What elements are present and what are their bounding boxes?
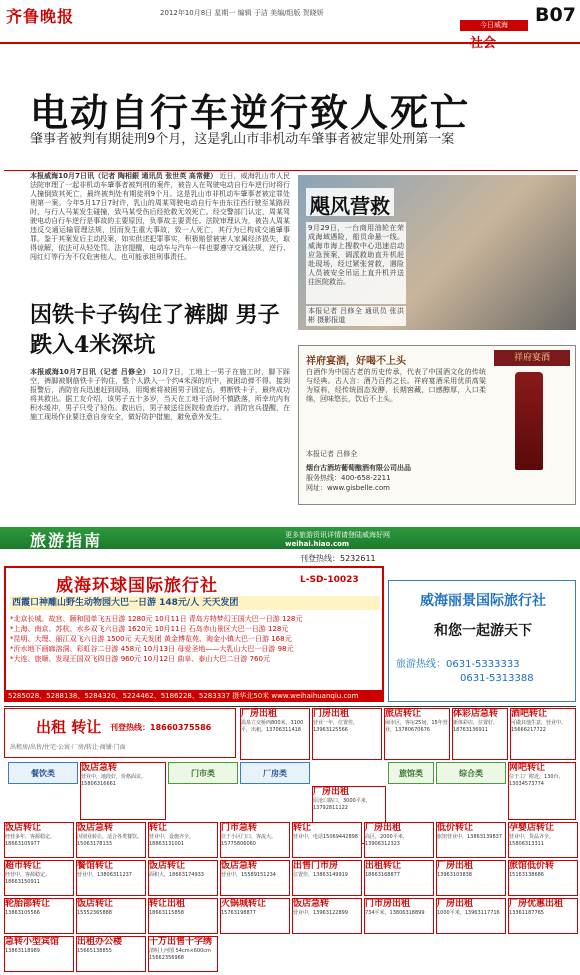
listing-body: 旅馆营业中，13863139837 — [437, 834, 502, 840]
listing-body: 位置佳，13863149919 — [293, 872, 348, 878]
listing-body: 因别业转让，适合各类餐饮。15063178133 — [77, 834, 143, 847]
listing-title: 门房出租 — [313, 709, 350, 719]
tour-row: *昆明、大理、丽江双飞六日游 1500元 天天发团 黄金博览苑、淘金小镇大巴一日游 168元 — [10, 635, 292, 643]
classified-listing — [384, 708, 450, 760]
listing-title: 饭店转让 — [77, 899, 114, 909]
lijing-hotline-2: 0631-5313388 — [460, 673, 534, 684]
listing-body: 营业中，13963122899 — [293, 910, 348, 916]
listing-title: 低价转让 — [437, 823, 474, 833]
listing-title: 厂房出租 — [313, 787, 350, 797]
wine-bottle-image — [515, 372, 543, 470]
classified-listing — [292, 860, 362, 896]
global-travel-name: 威海环球国际旅行社 — [56, 576, 218, 596]
listing-body: 营业中，13806311237 — [77, 872, 132, 878]
category-storefront: 门市类 — [168, 762, 238, 784]
classified-listing — [508, 822, 578, 858]
banner-slogan: 更多旅游资讯详情请登陆威海好网 — [285, 531, 390, 539]
wine-ad-body: 白酒作为中国古老的历史传承，代表了中国酒文化的传统与经典。古人言：酒乃百药之长。祥府宴酒采用优质高粱为原料，经传统固态发酵，长期窖藏，口感醇厚，入口柔绵，回味悠长，饮后不上头。 — [306, 368, 486, 403]
section-tag: 今日威海 — [460, 20, 528, 31]
listing-title: 急转小型宾馆 — [5, 937, 60, 947]
second-article — [30, 368, 290, 508]
classified-listing — [4, 898, 74, 934]
classified-listing — [148, 822, 218, 858]
listing-title: 饭店急转 — [81, 763, 118, 773]
listing-body: 营业中，设施齐全。18863131001 — [149, 834, 195, 847]
listing-title: 厂房出租 — [365, 823, 402, 833]
listing-title: 十万出售十字绣 — [149, 937, 213, 947]
listing-title: 火锅城转让 — [221, 899, 267, 909]
global-travel-license: L-SD-10023 — [300, 575, 359, 585]
wine-ad-web: 网址：www.gisbelle.com — [306, 484, 390, 492]
rescue-caption: 9月29日，一台商用油轮在荣成海域遇险，船员命悬一线。威海市海上搜救中心迅速启动应急预案，调派救助直升机赶赴现场，经过紧张营救，遇险人员被安全吊运上直升机并送往医院救治。 — [306, 222, 406, 304]
rescue-credit: 本报记者 吕修全 通讯员 张洪彬 摄影报道 — [308, 307, 404, 324]
listing-body: 18663168877 — [365, 872, 400, 878]
listing-body: 15163138686 — [509, 872, 544, 878]
classified-listing — [76, 822, 146, 858]
listing-body: 营业一年，位置佳，13963125566 — [313, 720, 359, 733]
listing-body: 营业中，15589151234 — [221, 872, 276, 878]
listing-title: 厂房出租 — [437, 899, 474, 909]
classified-listing — [4, 822, 74, 858]
wine-ad-brand: 烟台古酒坊葡萄酿酒有限公司出品 — [306, 464, 411, 472]
classified-hotline: 刊登热线：18660375586 — [110, 723, 212, 732]
category-factory: 厂房类 — [240, 762, 310, 784]
listing-body: 734平米，13806318899 — [365, 910, 425, 916]
listing-title: 轮胎部转让 — [5, 899, 51, 909]
page-number: B07 — [535, 4, 576, 26]
listing-body: 15665138855 — [77, 948, 112, 954]
listing-title: 厂房出租 — [437, 861, 474, 871]
listing-body: 清明上河图 54cm×600cm 15662356968 — [149, 948, 211, 961]
global-travel-footer: 5285028、5288138、5284320、5224462、5186228、5283337 摄华北50米 www.weihaihuanqiu.com — [4, 690, 384, 702]
listing-title: 旅馆低价转 — [509, 861, 555, 871]
classified-listing — [436, 822, 506, 858]
listing-body: 13963103838 — [437, 872, 472, 878]
listing-body: 原沧口路口，3000平米，13792811122 — [313, 798, 371, 811]
listing-body: 可做其他生意，营业中。15666217722 — [511, 720, 567, 733]
listing-title: 饭店转让 — [149, 861, 186, 871]
listing-title: 门市急转 — [221, 823, 258, 833]
classified-listing — [148, 936, 218, 972]
listing-title: 转让出租 — [149, 899, 186, 909]
classified-listing — [4, 860, 74, 896]
classified-listing — [312, 708, 382, 760]
listing-title: 网吧转让 — [509, 763, 546, 773]
category-dining: 餐饮类 — [8, 762, 78, 784]
classified-title: 出租 转让 — [36, 718, 102, 736]
listing-body: 新体彩店，位置好，18763136911 — [453, 720, 499, 733]
listing-title: 超市转让 — [5, 861, 42, 871]
classified-listing — [364, 898, 434, 934]
listing-body: 15763198877 — [221, 910, 256, 916]
listing-title: 饭店急转 — [221, 861, 258, 871]
tour-row: *沂水地下画廊溶洞、彩虹谷二日游 458元 10月13日 母爱圣地——大乳山大巴一日游 98元 — [10, 645, 294, 653]
divider — [4, 170, 578, 171]
rescue-title: 飓风营救 — [310, 194, 390, 218]
lijing-slogan: 和您一起游天下 — [434, 623, 532, 639]
classified-listing — [452, 708, 508, 760]
classified-subtitle: 出租房/出售/住宅·公寓·厂房/转让·商铺·门面 — [10, 744, 126, 751]
listing-body: 位于工厂附近，130台，13034573774 — [509, 774, 564, 787]
classified-listing — [510, 708, 576, 760]
listing-title: 孕婴店转让 — [509, 823, 555, 833]
tour-row: *大连、旅顺、发现王国双飞四日游 960元 10月12日 曲阜、泰山大巴二日游 760元 — [10, 655, 270, 663]
global-travel-feature: 西霞口神雕山野生动物园大巴一日游 148元/人 天天发团 — [10, 596, 380, 610]
listing-body: 13361187765 — [509, 910, 544, 916]
classified-listing — [508, 898, 578, 934]
category-hotel: 旅馆类 — [388, 762, 434, 784]
lijing-hotline: 旅游热线：0631-5333333 — [396, 659, 520, 670]
listing-title: 出租办公楼 — [77, 937, 123, 947]
section-name: 社会 — [470, 36, 497, 51]
listing-body: 经营多年，客源稳定。18663105977 — [5, 834, 56, 847]
classified-listing — [508, 860, 578, 896]
newspaper-logo: 齐鲁晚报 — [6, 7, 75, 26]
listing-title: 餐馆转让 — [77, 861, 114, 871]
listing-title: 转让 — [293, 823, 312, 833]
lead-headline: 电动自行车逆行致人死亡 — [30, 90, 471, 135]
classified-listing — [220, 860, 290, 896]
classified-listing — [76, 898, 146, 934]
listing-body: 闹市区，客房25间，15年营业，13780670676 — [385, 720, 448, 733]
classified-listing — [436, 860, 506, 896]
classified-listing — [4, 936, 74, 972]
second-headline: 因铁卡子钩住了裤脚 男子跌入4米深坑 — [30, 302, 280, 358]
classified-listing — [220, 822, 290, 858]
listing-body: 营业中，地段好，价格面议。15806316661 — [81, 774, 147, 787]
listing-body: 18663115858 — [149, 910, 184, 916]
listing-title: 旅店转让 — [385, 709, 422, 719]
lead-byline: 本报威海10月7日讯（记者 陶相銀 通讯员 张世英 高常健） — [30, 172, 218, 180]
lijing-name: 威海丽景国际旅行社 — [420, 593, 546, 609]
listing-body: 1000平米，13963117716 — [437, 910, 500, 916]
listing-body: 营业中，电话15069442898 — [293, 834, 358, 840]
wine-logo: 祥府宴酒 — [494, 350, 570, 366]
tour-hotline: 刊登热线：5232611 — [300, 554, 376, 563]
listing-title: 体彩店急转 — [453, 709, 499, 719]
classified-listing — [220, 898, 290, 934]
listing-title: 饭店转让 — [5, 823, 42, 833]
classified-listing — [436, 898, 506, 934]
listing-body: 营业中，货品齐全。15806313311 — [509, 834, 555, 847]
listing-body: 温泉立交桥西800米，3100平，出租。13706311418 — [241, 720, 304, 733]
wine-ad-contact: 本报记者 吕修全 — [306, 450, 358, 458]
second-body: 10月7日，工地上一男子在施工时，脚下踩空，裤脚被钢筋铁卡子钩住，整个人跌入一个约4米深的坑中，被困动弹不得。接到报警后，消防官兵迅速赶到现场，用绳索将被困男子固定后，剪断铁卡子，最终成功将其救出。据工友介绍，该男子五十多岁，当天在工地干活时不慎跌落，所幸坑内有积水缓冲，男子只受了轻伤。救出后，男子被送往医院检查治疗。消防官兵提醒，在施工现场作业要注意自身安全，做好防护措施，避免意外发生。 — [30, 368, 290, 421]
divider — [4, 706, 576, 707]
classified-listing — [240, 708, 310, 760]
second-byline: 本报威海10月7日讯（记者 吕修全） — [30, 368, 150, 376]
classified-listing — [80, 762, 166, 820]
listing-title: 饭店急转 — [293, 899, 330, 909]
listing-title: 转让 — [149, 823, 168, 833]
listing-title: 厂房出租 — [241, 709, 278, 719]
classified-listing — [364, 822, 434, 858]
lead-subhead: 肇事者被判有期徒刑9个月，这是乳山市非机动车肇事者被定罪处刑第一案 — [30, 132, 455, 147]
listing-title: 厂房优惠出租 — [509, 899, 564, 909]
lead-body: 近日，威海乳山市人民法院审理了一起非机动车肇事者被判刑的案件，被告人在驾驶电动自行车逆行时将行人撞倒致其死亡，最终被判处有期徒刑9个月。这是乳山市非机动车肇事者被定罪处刑第一案。今年5月17日7时许，乳山的周某驾驶电动自行车由东往西行驶至某路段时，与行人马某发生碰撞，致马某受伤后经抢救无效死亡。经交警部门认定，周某驾驶电动自行车逆行是事故的主要原因，负事故主要责任。法院审理认为，被告人周某违反交通运输管理法规，因而发生重大事故，致一人死亡，其行为已构成交通肇事罪。鉴于其案发后主动投案，如实供述犯罪事实，积极赔偿被害人家属经济损失，取得谅解，依法可从轻处罚。法官提醒，电动车与汽车一样也要遵守交通法规，逆行、闯红灯等行为不仅危害他人，也可能承担刑事责任。 — [30, 172, 290, 261]
tour-rows — [10, 614, 380, 664]
classified-listing — [292, 898, 362, 934]
classified-listing — [364, 860, 434, 896]
classified-listing — [292, 822, 362, 858]
banner-site[interactable]: weihai.hiao.com — [285, 540, 350, 548]
tour-row: *北京长城、故宫、颐和园单飞五日游 1280元 10月11日 青岛方特梦幻王国大巴一日游 128元 — [10, 615, 303, 623]
wine-ad-title: 祥府宴酒，好喝不上头 — [306, 356, 406, 367]
classified-listing — [508, 762, 576, 820]
tourism-title: 旅游指南 — [30, 531, 103, 550]
listing-title: 饭店急转 — [77, 823, 114, 833]
listing-body: 13863105566 — [5, 910, 40, 916]
listing-body: 15552365888 — [77, 910, 112, 916]
category-misc: 综合类 — [436, 762, 506, 784]
listing-body: 位于小区门口，客流大。15775806060 — [221, 834, 277, 847]
listing-body: 面积大，18663174933 — [149, 872, 204, 878]
listing-body: 经营中，客源稳定。18663150911 — [5, 872, 51, 885]
listing-title: 门市房出租 — [365, 899, 411, 909]
listing-title: 出售门市房 — [293, 861, 339, 871]
wine-ad-phone: 服务热线：400-658-2211 — [306, 474, 391, 482]
listing-title: 出租转让 — [365, 861, 402, 871]
classified-listing — [76, 860, 146, 896]
dateline: 2012年10月8日 星期一 编辑 于洁 美编/组版 贺晓妍 — [160, 9, 324, 17]
listing-body: 高区，2000平米，13906312323 — [365, 834, 408, 847]
tour-row: *上海、南京、苏杭、水乡双飞六日游 1620元 10月11日 石岛赤山景区大巴一日游 128元 — [10, 625, 289, 633]
listing-body: 13863118989 — [5, 948, 40, 954]
classified-listing — [148, 860, 218, 896]
listing-title: 酒吧转让 — [511, 709, 548, 719]
classified-listing — [76, 936, 146, 972]
classified-listing — [148, 898, 218, 934]
